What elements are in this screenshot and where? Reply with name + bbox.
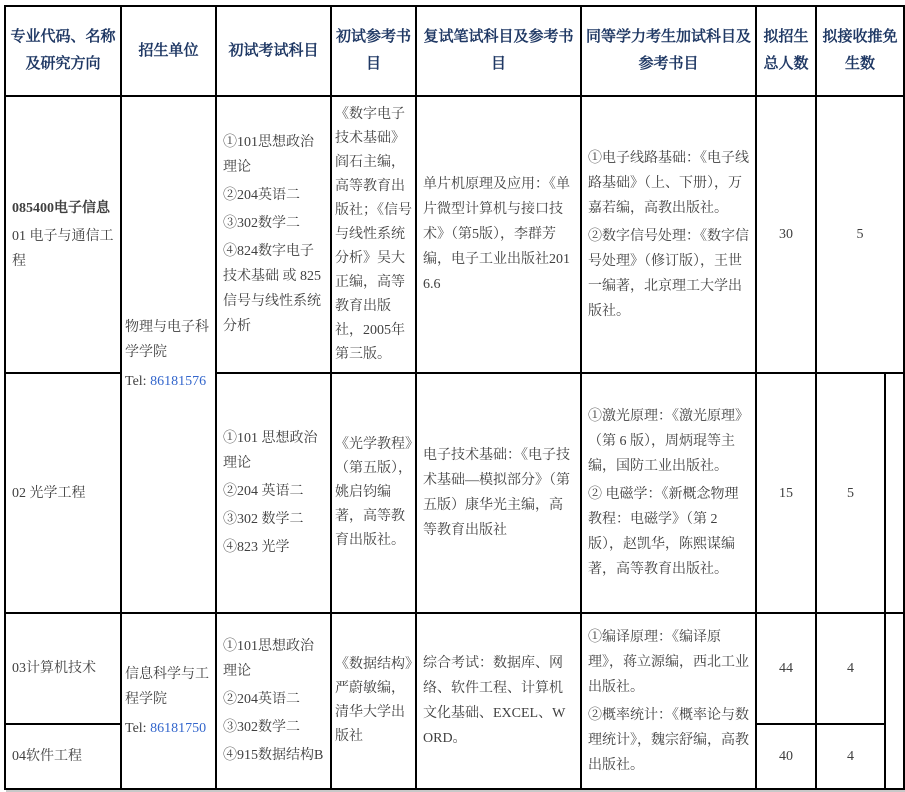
- addtest-item: ①编译原理：《编译原理》，蒋立源编，西北工业出版社。: [588, 629, 749, 695]
- cell-direction-03: 03计算机技术: [5, 613, 121, 724]
- column-header-retest-subjects: 复试笔试科目及参考书目: [416, 6, 581, 96]
- subject-item: ①101 思想政治理论: [223, 431, 318, 471]
- addtest-item: ② 电磁学：《新概念物理教程：电磁学》（第 2 版），赵凯华，陈熙谋编著，高等教育出版社。: [588, 487, 739, 577]
- column-header-equivalent-education-addtest: 同等学力考生加试科目及参考书目: [581, 6, 756, 96]
- subject-item: ④824数字电子技术基础 或 825信号与线性系统分析: [223, 244, 321, 334]
- major-code-label: 085400电子信息: [12, 200, 110, 216]
- subject-item: ③302数学二: [223, 216, 300, 231]
- addtest-item: ①激光原理：《激光原理》（第 6 版），周炳琨等主编，国防工业出版社。: [588, 409, 749, 474]
- subject-item: ③302数学二: [223, 720, 300, 735]
- phone-number-link[interactable]: 86181576: [150, 374, 207, 389]
- subject-item: ②204英语二: [223, 692, 300, 707]
- cell-exempt-085400: 5: [816, 96, 904, 373]
- unit-physics-name: 物理与电子科学学院: [125, 320, 209, 360]
- column-header-planned-total: 拟招生总人数: [756, 6, 816, 96]
- addtest-item: ①电子线路基础：《电子线路基础》（上、下册），万嘉若编，高教出版社。: [588, 150, 749, 216]
- subject-item: ④915数据结构B: [223, 748, 324, 763]
- column-header-major-code: 专业代码、名称及研究方向: [5, 6, 121, 96]
- column-header-admission-unit: 招生单位: [121, 6, 216, 96]
- cell-addtest-optical: [581, 373, 756, 613]
- cell-refbooks-optical: 《光学教程》（第五版），姚启钧编著，高等教育出版社。: [331, 373, 416, 613]
- addtest-item: ②数字信号处理：《数字信号处理》（修订版），王世一编著，北京理工大学出版社。: [588, 228, 749, 319]
- cell-total-computer: 44: [756, 613, 816, 724]
- subject-item: ①101思想政治理论: [223, 135, 314, 175]
- subject-item: ②204英语二: [223, 188, 300, 203]
- cell-total-optical: 15: [756, 373, 816, 613]
- cell-subjects-085400: [216, 96, 331, 373]
- cell-direction-02: 02 光学工程: [5, 373, 121, 613]
- cell-unit-physics: [121, 96, 216, 613]
- unit-physics-tel: [125, 369, 212, 394]
- cell-exempt-optical: 5: [816, 373, 885, 613]
- header-row: [5, 6, 904, 96]
- tel-prefix: Tel:: [125, 374, 151, 389]
- empty-spacer-cell: [885, 373, 904, 613]
- cell-major-085400: [5, 96, 121, 373]
- cell-subjects-optical: [216, 373, 331, 613]
- cell-retest-computer: 综合考试：数据库、网络、软件工程、计算机文化基础、EXCEL、WORD。: [416, 613, 581, 789]
- phone-number-link[interactable]: 86181750: [150, 720, 207, 736]
- cell-unit-information: [121, 613, 216, 789]
- cell-retest-085400: 单片机原理及应用：《单片微型计算机与接口技术》（第5版），李群芳编，电子工业出版社2016.6: [416, 96, 581, 373]
- cell-exempt-computer: 4: [816, 613, 885, 724]
- cell-refbooks-computer: 《数据结构》严蔚敏编，清华大学出版社: [331, 613, 416, 789]
- cell-addtest-computer: [581, 613, 756, 789]
- cell-refbooks-085400: 《数字电子技术基础》阎石主编，高等教育出版社；《信号与线性系统分析》吴大正编，高等教育出版社，2005年第三版。: [331, 96, 416, 373]
- table-row-computer: [5, 613, 904, 724]
- subject-item: ④823 光学: [223, 540, 290, 555]
- subject-item: ③302 数学二: [223, 512, 304, 527]
- tel-prefix: Tel:: [125, 720, 151, 736]
- cell-direction-04: 04软件工程: [5, 724, 121, 789]
- subject-item: ②204 英语二: [223, 484, 304, 499]
- cell-total-085400: 30: [756, 96, 816, 373]
- table-row-085400: [5, 96, 904, 373]
- column-header-exemption-count: 拟接收推免生数: [816, 6, 904, 96]
- unit-information-name: 信息科学与工程学院: [125, 666, 209, 707]
- cell-total-software: 40: [756, 724, 816, 789]
- direction-01-label: 01 电子与通信工程: [12, 228, 114, 269]
- unit-information-tel: [125, 716, 212, 741]
- column-header-initial-reference-books: 初试参考书目: [331, 6, 416, 96]
- cell-exempt-software: 4: [816, 724, 885, 789]
- column-header-initial-exam-subjects: 初试考试科目: [216, 6, 331, 96]
- admissions-table: [4, 5, 905, 790]
- cell-addtest-085400: [581, 96, 756, 373]
- cell-subjects-computer: [216, 613, 331, 789]
- addtest-item: ②概率统计：《概率论与数理统计》，魏宗舒编，高教出版社。: [588, 707, 749, 773]
- cell-retest-optical: 电子技术基础：《电子技术基础—模拟部分》（第五版）康华光主编，高等教育出版社: [416, 373, 581, 613]
- subject-item: ①101思想政治理论: [223, 639, 314, 679]
- empty-spacer-cell: [885, 613, 904, 789]
